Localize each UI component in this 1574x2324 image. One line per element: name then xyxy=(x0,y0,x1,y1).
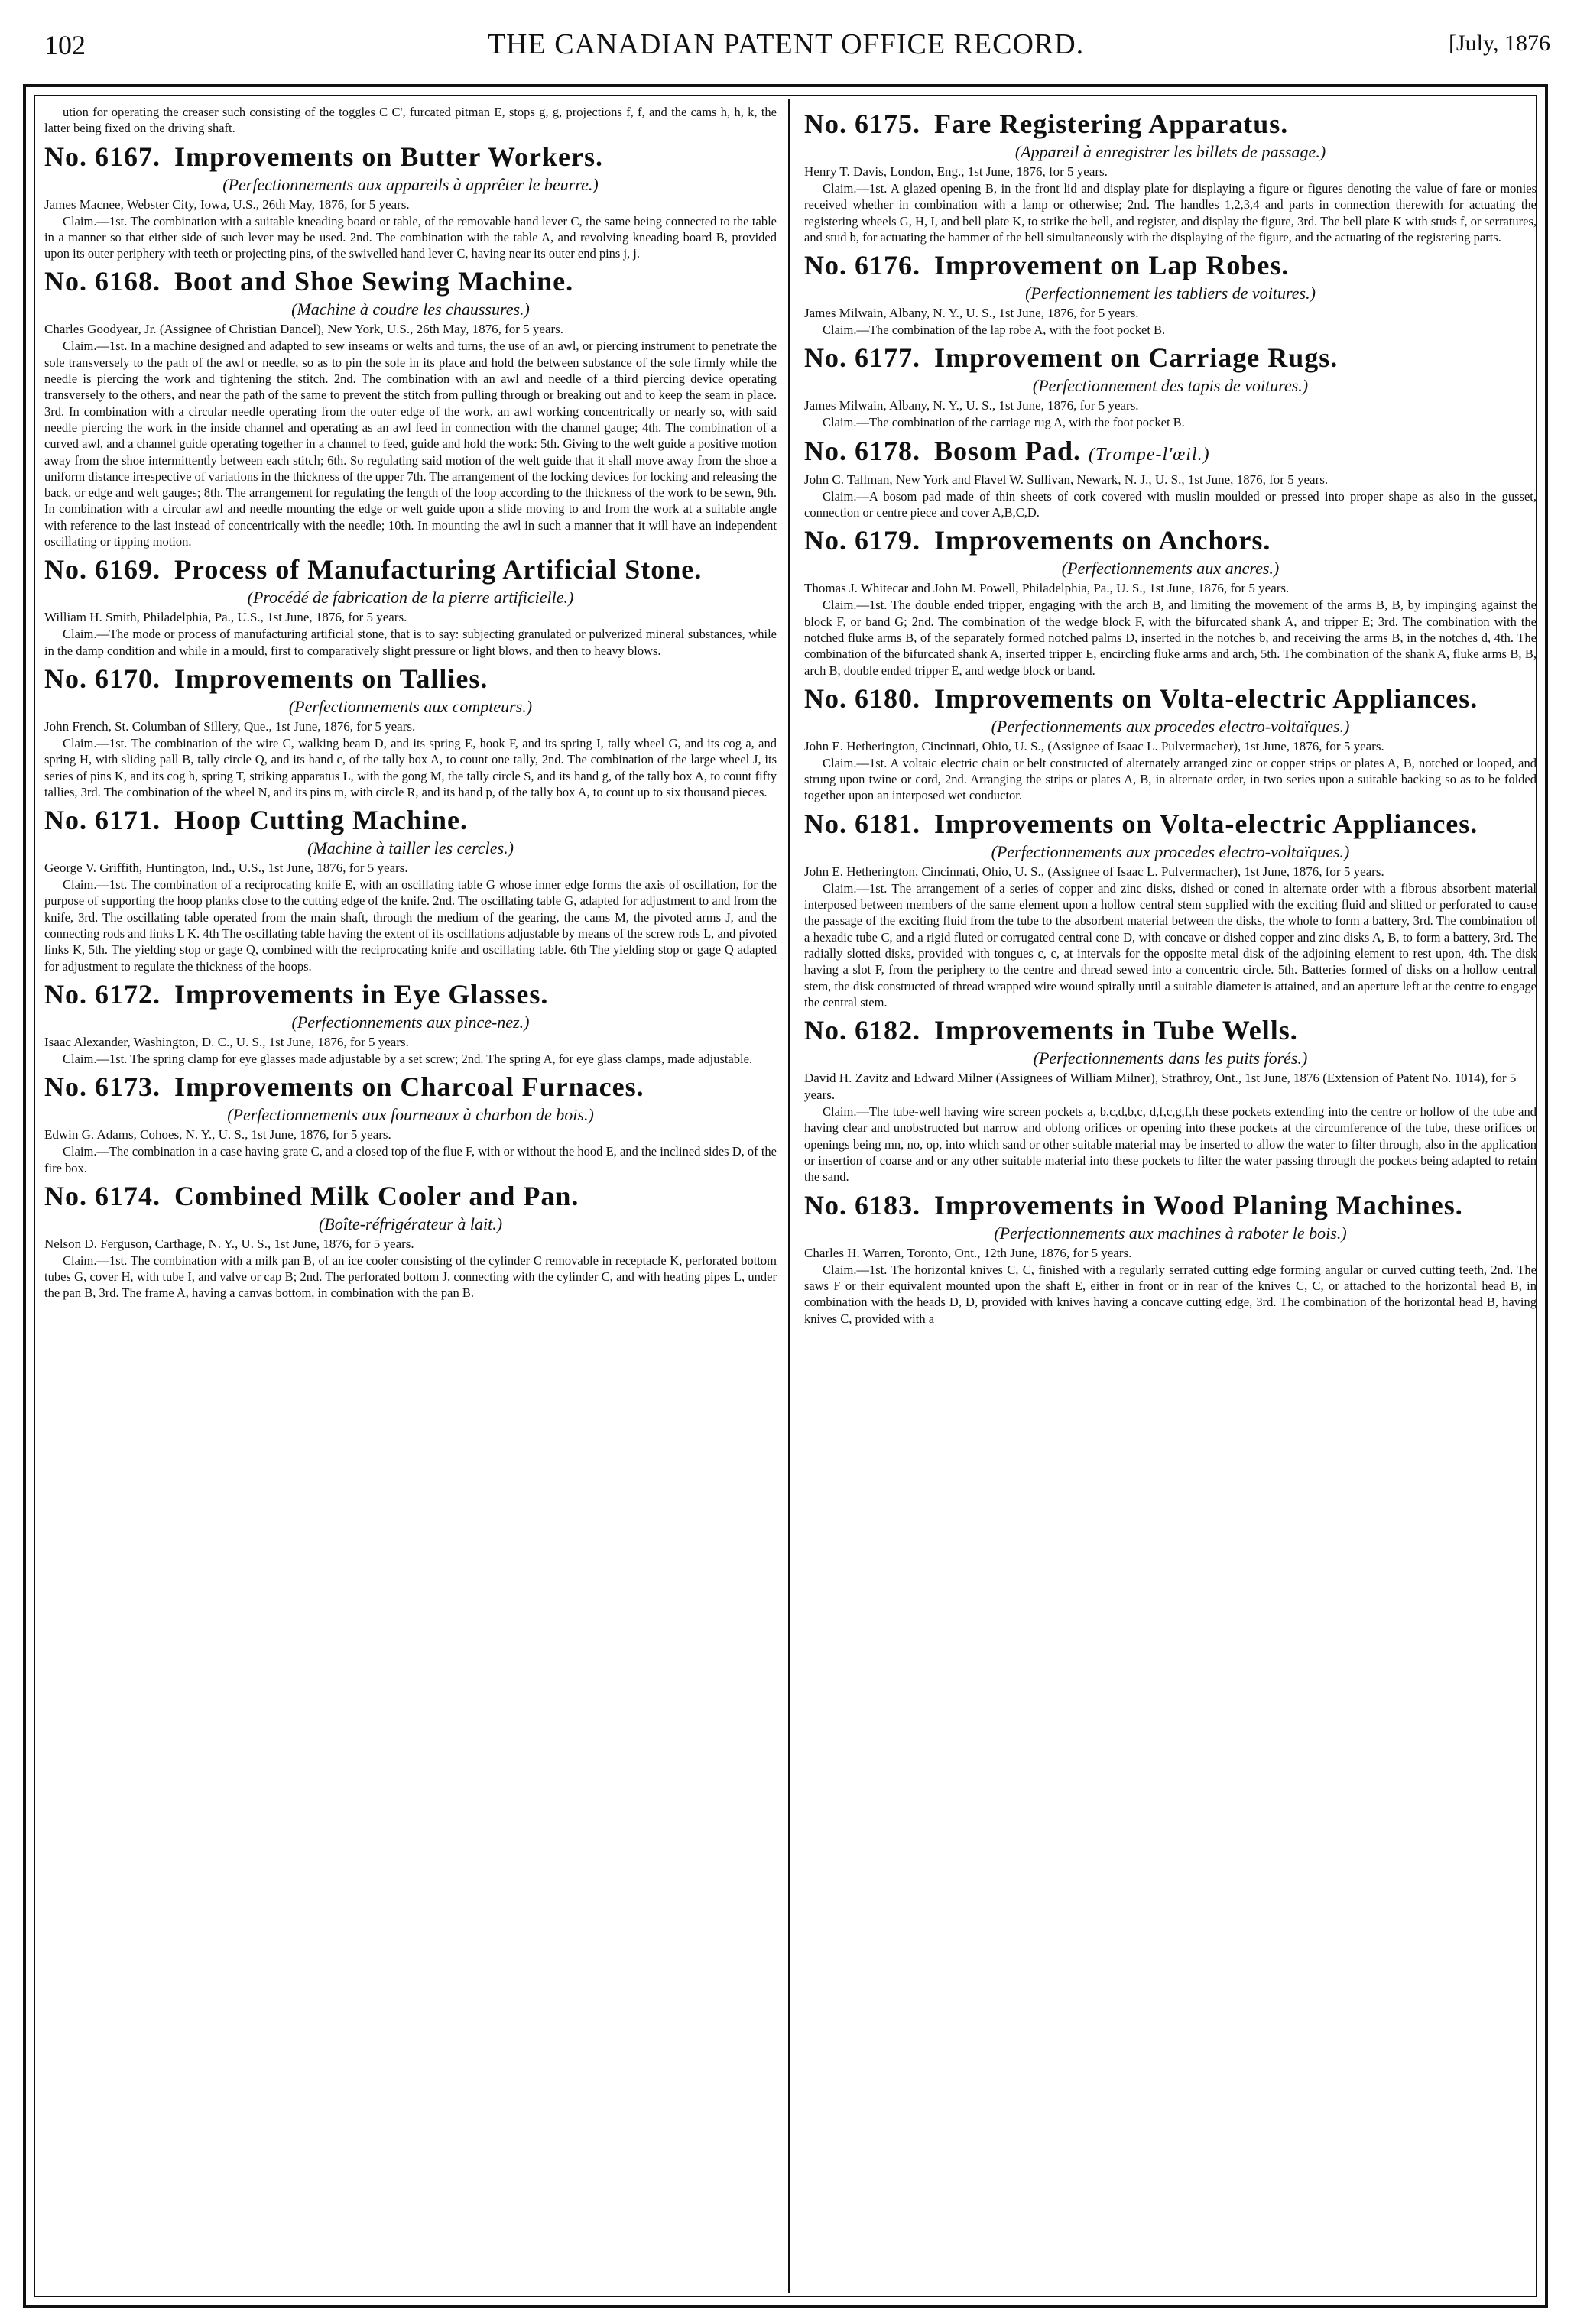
patent-number: No. 6170. xyxy=(44,663,161,694)
patent-title: Improvements in Tube Wells. xyxy=(934,1015,1298,1046)
patent-number: No. 6173. xyxy=(44,1071,161,1103)
patent-title: Improvements on Anchors. xyxy=(934,525,1271,556)
patent-heading xyxy=(804,436,1537,470)
page-number: 102 xyxy=(44,30,86,60)
claim-text: Claim.—1st. A voltaic electric chain or belt constructed of alternately arranged zinc or copper strips or plates A, B, notched or looped, and strung upon twine or cord, 2nd. Arranging the strips or plates A, B, in alternate order, in two series upon a suitable backing so as to be folded together upon an interposed wet conductor. xyxy=(804,755,1537,803)
inventor-line: James Macnee, Webster City, Iowa, U.S., 26th May, 1876, for 5 years. xyxy=(44,196,410,212)
patent-entry xyxy=(804,109,1537,245)
inventor-line: William H. Smith, Philadelphia, Pa., U.S., 1st June, 1876, for 5 years. xyxy=(44,610,407,625)
french-title: (Perfectionnements aux procedes electro-voltaïques.) xyxy=(991,716,1350,736)
patent-title: Improvement on Lap Robes. xyxy=(934,250,1290,281)
patent-number: No. 6177. xyxy=(804,342,920,374)
patent-heading xyxy=(804,525,1537,556)
french-title: (Perfectionnements aux compteurs.) xyxy=(288,696,533,716)
column-divider xyxy=(788,99,790,2293)
patent-number: No. 6179. xyxy=(804,525,920,556)
inventor-line: Henry T. Davis, London, Eng., 1st June, 1876, for 5 years. xyxy=(804,164,1108,179)
claim-text: Claim.—A bosom pad made of thin sheets of cork covered with muslin moulded or pressed into proper shape as also in the gusset, connection or centre piece and cover A,B,C,D. xyxy=(804,488,1537,520)
patent-title: Bosom Pad. xyxy=(934,435,1082,466)
claim-text: Claim.—1st. The combination of a reciprocating knife E, with an oscillating table G whose inner edge forms the axis of oscillation, for the purpose of supporting the hoop planks close to the cutting edge of the knife. 2nd. The oscillating table G, adapted for adjustment to and from the knife, 3rd. The oscillating table operated from the main shaft, through the medium of the gearing, the cams M, the pivoted arms J, and the connecting rods and links L K. 4th The oscillating table having the extent of its oscillations adjustable by means of the screw rods L, and pivoted links K, 5th. The yielding stop or gage Q, combined with the reciprocating knife and oscillating table. 6th The yielding stop or gage Q adapted for adjustment to regulate the thickness of the hoops. xyxy=(44,877,777,974)
patent-heading xyxy=(44,805,777,835)
patent-title: Improvements on Charcoal Furnaces. xyxy=(174,1071,644,1103)
inventor-line: David H. Zavitz and Edward Milner (Assignees of William Milner), Strathroy, Ont., 1st June, 1876 (Extension of Patent No. 1014), for 5 years. xyxy=(804,1071,1517,1103)
inventor-line: George V. Griffith, Huntington, Ind., U.S., 1st June, 1876, for 5 years. xyxy=(44,861,408,876)
patent-title: Fare Registering Apparatus. xyxy=(934,109,1289,139)
claim-text: Claim.—The tube-well having wire screen pockets a, b,c,d,b,c, d,f,c,g,f,h these pockets extending into the centre or hollow of the tube and having clear and unobstructed but narrow and oblong orifices or opening into these pockets at the circumference of the tube, these orifices or openings being mn, no, op, into which sand or other suitable material may be inserted to allow the water to filter through, also in the application or insertion of coarse and or any other suitable material into these pockets to filter the water passing through the pockets being adapted to retain the sand. xyxy=(804,1104,1537,1185)
claim-text: Claim.—1st. The combination with a milk pan B, of an ice cooler consisting of the cylinder C removable in receptacle K, perforated bottom tubes G, cover H, with tube I, and valve or cap B; 2nd. The perforated bottom J, connecting with the cylinder C, and with heating pipes L, under the pan B, 3rd. The frame A, having a canvas bottom, in combination with the pan B. xyxy=(44,1253,777,1301)
patent-title: Improvements on Butter Workers. xyxy=(174,141,603,172)
patent-number: No. 6178. xyxy=(804,435,920,466)
patent-heading xyxy=(804,1015,1537,1045)
french-title: (Machine à tailler les cercles.) xyxy=(307,838,514,858)
patent-entry xyxy=(44,663,777,800)
patent-number: No. 6181. xyxy=(804,808,920,839)
french-title: (Perfectionnements aux pince-nez.) xyxy=(291,1012,530,1032)
patent-title: Combined Milk Cooler and Pan. xyxy=(174,1180,579,1211)
inventor-line: John C. Tallman, New York and Flavel W. Sullivan, Newark, N. J., U. S., 1st June, 1876, for 5 years. xyxy=(804,472,1329,487)
patent-heading xyxy=(44,1181,777,1211)
inventor-line: John E. Hetherington, Cincinnati, Ohio, U. S., (Assignee of Isaac L. Pulvermacher), 1st June, 1876, for 5 years. xyxy=(804,738,1384,754)
patent-heading xyxy=(804,1190,1537,1220)
french-title: (Perfectionnements aux ancres.) xyxy=(1061,559,1280,579)
inventor-line: Thomas J. Whitecar and John M. Powell, Philadelphia, Pa., U. S., 1st June, 1876, for 5 years. xyxy=(804,581,1290,596)
patent-title: Improvements on Volta-electric Appliances. xyxy=(934,682,1478,714)
patent-number: No. 6174. xyxy=(44,1180,161,1211)
patent-entry xyxy=(44,554,777,659)
claim-text: Claim.—1st. The spring clamp for eye glasses made adjustable by a set screw; 2nd. The spring A, for eye glass clamps, made adjustable. xyxy=(63,1051,753,1066)
patent-entry xyxy=(44,1071,777,1176)
inventor-line: Charles Goodyear, Jr. (Assignee of Christian Dancel), New York, U.S., 26th May, 1876, for 5 years. xyxy=(44,322,564,337)
patent-heading xyxy=(804,809,1537,839)
patent-number: No. 6176. xyxy=(804,250,920,281)
claim-text: Claim.—1st. The combination of the wire C, walking beam D, and its spring E, hook F, and its spring I, tally wheel G, and its cog a, and spring H, with sliding pall B, tally circle Q, and its hand c, of the tally box A, to count one tally, 2nd. The combination of the large wheel J, its series of pins K, and its cog h, spring T, striking apparatus L, with the gong M, the tally circle S, and its hand g, of the tally box A, to count fifty tallies, 3rd. The combination of the wheel N, and its pins m, with circle R, and its hand p, of the tally box A, to count up to six thousand pieces. xyxy=(44,735,777,799)
patent-heading xyxy=(44,141,777,172)
patent-entry xyxy=(804,342,1537,430)
french-title: (Appareil à enregistrer les billets de passage.) xyxy=(1014,142,1326,161)
patent-entry xyxy=(804,436,1537,521)
issue-date: [July, 1876 xyxy=(1448,31,1550,56)
patent-number: No. 6171. xyxy=(44,805,161,836)
patent-entry xyxy=(804,1190,1537,1327)
patent-heading xyxy=(804,342,1537,373)
claim-text: Claim.—1st. A glazed opening B, in the front lid and display plate for displaying a figure or figures denoting the value of fare or monies received whether in combination with a lamp or otherwise; 2nd. The handles 1,2,3,4 and parts in connection therewith for actuating the registering wheels G, H, I, and bell plate K, to strike the bell, and register, and display the figure, 3rd. The bell plate K with studs f, or serratures, and stud b, for actuating the hammer of the bell simultaneously with the displaying of the figure, and the actuating of the registering parts. xyxy=(804,181,1537,245)
patent-number: No. 6172. xyxy=(44,978,161,1010)
patent-entry xyxy=(44,805,777,974)
french-title: (Boîte-réfrigérateur à lait.) xyxy=(318,1214,503,1233)
patent-number: No. 6169. xyxy=(44,554,161,585)
claim-text: Claim.—1st. The combination with a suitable kneading board or table, of the removable hand lever C, the same being connected to the table in a manner so that either side of such lever may be used. 2nd. The combination with the table A, and revolving kneading board B, provided upon its outer periphery with teeth or projecting pins, of the swivelled hand lever C, having near its outer end pins j, j. xyxy=(44,213,777,261)
french-title: (Perfectionnement des tapis de voitures.) xyxy=(1032,376,1309,396)
page-header xyxy=(21,21,1550,67)
patent-number: No. 6167. xyxy=(44,141,161,172)
continued-claim-text: ution for operating the creaser such consisting of the toggles C C', furcated pitman E, stops g, g, projections f, f, and the cams h, h, k, the latter being fixed on the driving shaft. xyxy=(44,105,777,136)
patent-heading xyxy=(44,554,777,585)
patent-entry xyxy=(44,1181,777,1301)
french-title: (Perfectionnement les tabliers de voitures.) xyxy=(1025,284,1316,303)
inventor-line: John E. Hetherington, Cincinnati, Ohio, U. S., (Assignee of Isaac L. Pulvermacher), 1st June, 1876, for 5 years. xyxy=(804,864,1384,879)
patent-number: No. 6168. xyxy=(44,266,161,297)
patent-title: Improvements in Eye Glasses. xyxy=(174,978,549,1010)
page-frame xyxy=(23,84,1548,2308)
inventor-line: James Milwain, Albany, N. Y., U. S., 1st June, 1876, for 5 years. xyxy=(804,306,1139,321)
french-title: (Machine à coudre les chaussures.) xyxy=(291,300,530,319)
patent-title: Improvements on Tallies. xyxy=(174,663,488,694)
journal-title: THE CANADIAN PATENT OFFICE RECORD. xyxy=(487,28,1085,60)
patent-title: Improvement on Carriage Rugs. xyxy=(934,342,1339,374)
french-title: (Perfectionnements aux appareils à apprêter le beurre.) xyxy=(222,174,599,194)
claim-text: Claim.—1st. The arrangement of a series of copper and zinc disks, dished or coned in alternate order with a fibrous absorbent material interposed between members of the same element upon a hollow central stem supplied with the exciting fluid and slitted or perforated to cause the passage of the exciting fluid from the tube to the absorbent material between the disks, the whole to form a battery, 3rd. The combination of a hexadic tube C, and a rigid fluted or corrugated central cone D, with concave or dished copper and zinc disks A, B, to form a battery, 3rd. The radially slotted disks, provided with tongues c, c, at intervals for the opposite metal disk of the adjoining element to rest upon, 4th. The disk having a slot F, from the periphery to the centre and thread sewed into a concentric circle. 5th. Batteries formed of disks on a hollow central stem, the disk constructed of thread wrapped wire wound spirally until a suitable diameter is attained, and an aperture left at the centre to engage the central stem. xyxy=(804,880,1537,1010)
patent-entry xyxy=(804,525,1537,678)
patent-heading xyxy=(44,266,777,297)
patent-heading xyxy=(44,979,777,1010)
patent-entry xyxy=(44,266,777,549)
patent-number: No. 6182. xyxy=(804,1015,920,1046)
patent-entry xyxy=(44,141,777,262)
claim-text: Claim.—1st. The horizontal knives C, C, finished with a regularly serrated cutting edge forming angular or curved cutting teeth, 2nd. The saws F or their equivalent mounted upon the shaft E, either in front or in rear of the knives C, C, or attached to the horizontal head B, in combination with the heads D, D, provided with knives having a concave cutting edge, 3rd. The combination of the horizontal head B, having knives C, provided with a xyxy=(804,1262,1537,1326)
french-title: (Procédé de fabrication de la pierre artificielle.) xyxy=(247,588,574,608)
inventor-line: Nelson D. Ferguson, Carthage, N. Y., U. S., 1st June, 1876, for 5 years. xyxy=(44,1236,414,1251)
inventor-line: John French, St. Columban of Sillery, Que., 1st June, 1876, for 5 years. xyxy=(44,718,416,734)
patent-entry xyxy=(804,683,1537,804)
french-title: (Perfectionnements aux fourneaux à charbon de bois.) xyxy=(227,1105,594,1125)
patent-title: Improvements in Wood Planing Machines. xyxy=(934,1189,1463,1220)
inventor-line: Charles H. Warren, Toronto, Ont., 12th June, 1876, for 5 years. xyxy=(804,1245,1132,1260)
patent-number: No. 6180. xyxy=(804,682,920,714)
patent-heading xyxy=(44,663,777,694)
patent-entry xyxy=(44,979,777,1067)
patent-title: Hoop Cutting Machine. xyxy=(174,805,469,836)
right-column xyxy=(804,104,1537,2287)
claim-text: Claim.—The combination in a case having grate C, and a closed top of the flue F, with or without the hood E, and the inclined sides D, of the fire box. xyxy=(44,1144,777,1175)
patent-title: Process of Manufacturing Artificial Stone. xyxy=(174,554,703,585)
patent-number: No. 6175. xyxy=(804,109,920,139)
claim-text: Claim.—The combination of the lap robe A, with the foot pocket B. xyxy=(823,323,1166,338)
french-title: (Perfectionnements aux machines à raboter le bois.) xyxy=(994,1223,1347,1243)
patent-heading xyxy=(804,683,1537,714)
patent-entry xyxy=(804,1015,1537,1185)
claim-text: Claim.—1st. The double ended tripper, engaging with the arch B, and limiting the movement of the arms B, B, by impinging against the block F, or band G; 2nd. The combination of the wedge block F, with the bifurcated shank A, and tripper E; 3rd. The combination with the notched fluke arms B, of the separately formed notched palms D, inserted in the notches b, and receiving the arms B, in the notches d, 4th. The combination of the bifurcated shank A, inserted tripper E, encircling fluke arms and arch, 5th. The combination of the shank A, fluke arms B, B, arch B, double ended tripper E, and wedge block or band. xyxy=(804,598,1537,678)
claim-text: Claim.—The mode or process of manufacturing artificial stone, that is to say: subjecting granulated or pulverized mineral substances, while in the damp condition and while in a mould, first to comparatively slight pressure or light blows, and then to heavy blows. xyxy=(44,627,777,658)
left-column xyxy=(44,104,777,2287)
patent-heading xyxy=(804,250,1537,280)
patent-number: No. 6183. xyxy=(804,1189,920,1220)
french-title: (Perfectionnements aux procedes electro-voltaïques.) xyxy=(991,841,1350,861)
patent-title: Improvements on Volta-electric Appliances. xyxy=(934,808,1478,839)
patent-title: Boot and Shoe Sewing Machine. xyxy=(174,266,574,297)
claim-text: Claim.—1st. In a machine designed and adapted to sew inseams or welts and turns, the use of an awl, or piercing instrument to penetrate the sole transversely to the path of the awl or needle, so as to pin the sole in its place and hold the between substance of the sole firmly while the needle is piercing the work and tightening the stitch. 2nd. The combination with an awl and needle of a third piercing device operating transversely to the others, and near the path of the same to prevent the stitch from pulling through or breaking out and to keep the seam in place. 3rd. In combination with a circular needle operating from the outer edge of the work, an awl working concentrically or nearly so, with said needle piercing the work in the inside channel and operating as an awl feed in connection with the channel gauge; 4th. The combination of a curved awl, and a channel guide operating together in a channel to feed, guide and hold the work: 5th. Giving to the welt guide a positive motion away from the shoe intermittently between each stitch; 6th. So regulating said motion of the welt guide that it shall move away from the shoe a uniform distance irrespective of variations in the thickness of the upper 7th. The arrangement of the locking devices for locking and releasing the back, or edge and welt gauges; 8th. The arrangement for regulating the length of the loop according to the thickness of the work to be sewn, 9th. In combination with a circular awl and needle mounting the edge or welt guide upon a slide moving to and from the work at a suitable angle with reference to the last instead of concentrically with the needle; 10th. In mounting the awl in such a manner that it will have an independent oscillating or tipping motion. xyxy=(44,339,777,549)
patent-heading xyxy=(804,109,1537,139)
inventor-line: Edwin G. Adams, Cohoes, N. Y., U. S., 1st June, 1876, for 5 years. xyxy=(44,1127,391,1143)
inventor-line: Isaac Alexander, Washington, D. C., U. S., 1st June, 1876, for 5 years. xyxy=(44,1034,409,1049)
patent-entry xyxy=(804,809,1537,1010)
inventor-line: James Milwain, Albany, N. Y., U. S., 1st June, 1876, for 5 years. xyxy=(804,398,1139,413)
patent-heading xyxy=(44,1071,777,1102)
french-title: (Trompe-l'œil.) xyxy=(1089,444,1210,465)
patent-entry xyxy=(804,250,1537,338)
french-title: (Perfectionnements dans les puits forés.) xyxy=(1033,1049,1308,1068)
claim-text: Claim.—The combination of the carriage rug A, with the foot pocket B. xyxy=(823,415,1185,430)
